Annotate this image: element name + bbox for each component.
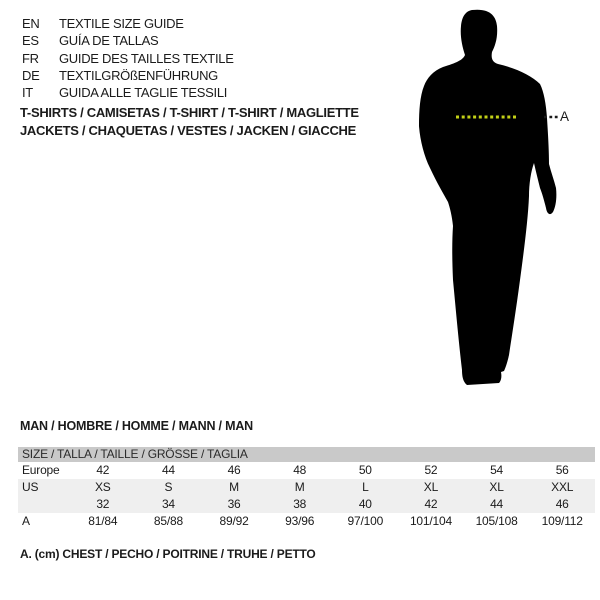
language-code: IT (22, 85, 33, 101)
language-title: GUIDE DES TAILLES TEXTILE (59, 50, 234, 66)
table-cell: 46 (227, 463, 241, 477)
man-figure-shape (419, 10, 556, 385)
row-label: Europe (22, 463, 60, 477)
language-code: ES (22, 33, 39, 49)
table-cell: 89/92 (219, 514, 249, 528)
language-row-it (22, 84, 234, 101)
language-row-es (22, 32, 234, 49)
category-headings (20, 104, 359, 140)
measure-label-a: A (560, 109, 569, 124)
table-cell: 42 (424, 497, 438, 511)
table-cell: 52 (424, 463, 438, 477)
table-cell: L (362, 480, 369, 494)
table-cell: 97/100 (347, 514, 384, 528)
table-cell: 38 (293, 497, 307, 511)
table-cell: 56 (555, 463, 569, 477)
row-label (18, 496, 70, 513)
table-cell: 105/108 (475, 514, 518, 528)
row-label: A (22, 514, 30, 528)
language-title: GUIDA ALLE TAGLIE TESSILI (59, 85, 228, 101)
table-row (18, 479, 595, 496)
table-cell: M (229, 480, 239, 494)
language-title: GUÍA DE TALLAS (59, 33, 159, 49)
table-cell: 48 (293, 463, 307, 477)
table-body (18, 462, 595, 530)
language-code: FR (22, 50, 39, 66)
table-cell: 36 (227, 497, 241, 511)
table-cell: XS (95, 480, 111, 494)
table-header: SIZE / TALLA / TAILLE / GRÖSSE / TAGLIA (18, 447, 595, 462)
table-cell: 85/88 (153, 514, 183, 528)
language-row-en (22, 15, 234, 32)
section-title: MAN / HOMBRE / HOMME / MANN / MAN (20, 419, 253, 433)
language-code: EN (22, 16, 40, 31)
footer-note: A. (cm) CHEST / PECHO / POITRINE / TRUHE / PETTO (20, 547, 316, 561)
size-table (18, 447, 595, 530)
table-cell: S (164, 480, 173, 494)
table-cell: 93/96 (285, 514, 315, 528)
table-cell: 32 (96, 497, 110, 511)
table-cell: M (294, 480, 305, 494)
language-list (22, 15, 234, 101)
row-label: US (22, 480, 39, 494)
language-row-de (22, 67, 234, 84)
table-cell: 46 (555, 497, 569, 511)
table-cell: XL (423, 480, 439, 494)
language-title: TEXTILGRÖßENFÜHRUNG (59, 67, 218, 83)
table-cell: XL (489, 480, 504, 494)
table-cell: 42 (96, 463, 110, 477)
language-title: TEXTILE SIZE GUIDE (59, 16, 184, 31)
table-cell: 54 (490, 463, 504, 477)
table-cell: 44 (490, 497, 504, 511)
table-cell: 109/112 (541, 514, 583, 528)
table-cell: 50 (358, 463, 372, 477)
language-code: DE (22, 67, 40, 83)
table-cell: XXL (551, 480, 574, 494)
table-row (18, 496, 595, 513)
table-row (18, 462, 595, 479)
man-silhouette (410, 0, 600, 400)
table-cell: 40 (358, 497, 372, 511)
table-cell: 34 (161, 497, 175, 511)
table-row (18, 513, 595, 530)
table-cell: 44 (161, 463, 175, 477)
table-cell: 81/84 (88, 514, 118, 528)
man-silhouette-svg (410, 0, 600, 400)
table-cell: 101/104 (409, 514, 452, 528)
category-tshirts: T-SHIRTS / CAMISETAS / T-SHIRT / T-SHIRT / MAGLIETTE (20, 105, 359, 120)
language-row-fr (22, 50, 234, 67)
category-jackets: JACKETS / CHAQUETAS / VESTES / JACKEN / GIACCHE (20, 123, 356, 138)
